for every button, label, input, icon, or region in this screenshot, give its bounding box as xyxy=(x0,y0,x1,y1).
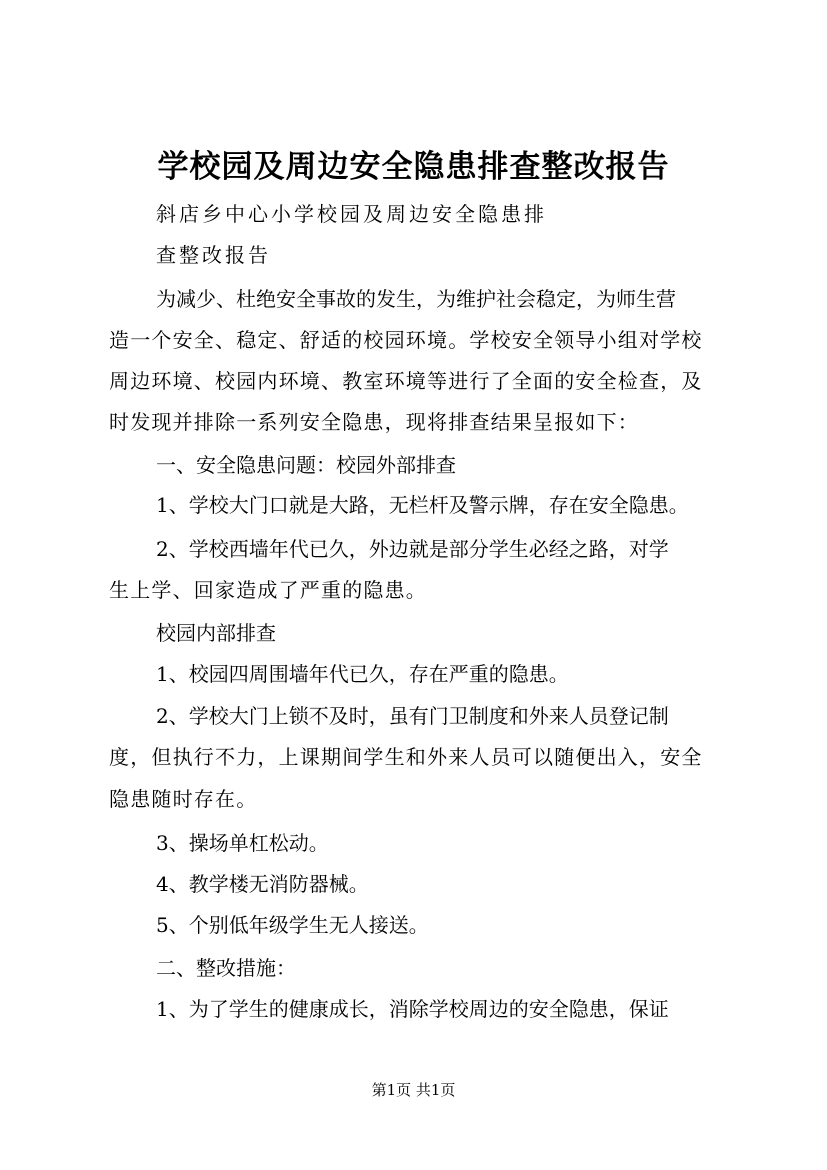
body-line: 度，但执行不力，上课期间学生和外来人员可以随便出入，安全 xyxy=(109,745,703,769)
section-heading: 二、整改措施： xyxy=(156,956,296,980)
body-line: 3、操场单杠松动。 xyxy=(156,831,329,855)
body-line: 1、学校大门口就是大路，无栏杆及警示牌，存在安全隐患。 xyxy=(156,493,689,517)
page-number: 第1页 共1页 xyxy=(371,1081,456,1099)
document-title: 学校园及周边安全隐患排查整改报告 xyxy=(157,149,670,185)
body-line: 隐患随时存在。 xyxy=(109,787,258,811)
body-line: 1、校园四周围墙年代已久，存在严重的隐患。 xyxy=(156,662,569,686)
body-line: 1、为了学生的健康成长，消除学校周边的安全隐患，保证 xyxy=(156,997,669,1021)
body-line: 周边环境、校园内环境、教室环境等进行了全面的安全检查，及 xyxy=(109,369,703,393)
body-line: 4、教学楼无消防器械。 xyxy=(156,872,369,896)
body-line: 5、个别低年级学生无人接送。 xyxy=(156,913,429,937)
section-heading: 校园内部排查 xyxy=(156,621,276,645)
subtitle-line-2: 查整改报告 xyxy=(156,243,271,267)
subtitle-line-1: 斜店乡中心小学校园及周边安全隐患排 xyxy=(156,202,547,226)
body-line: 为减少、杜绝安全事故的发生，为维护社会稳定，为师生营 xyxy=(156,287,676,311)
body-line: 生上学、回家造成了严重的隐患。 xyxy=(109,578,427,602)
body-line: 2、学校大门上锁不及时，虽有门卫制度和外来人员登记制 xyxy=(156,704,669,728)
body-line: 时发现并排除一系列安全隐患，现将排查结果呈报如下： xyxy=(109,410,639,434)
body-line: 造一个安全、稳定、舒适的校园环境。学校安全领导小组对学校 xyxy=(109,328,703,352)
section-heading: 一、安全隐患问题：校园外部排查 xyxy=(156,453,456,477)
body-line: 2、学校西墙年代已久，外边就是部分学生必经之路，对学 xyxy=(156,537,669,561)
